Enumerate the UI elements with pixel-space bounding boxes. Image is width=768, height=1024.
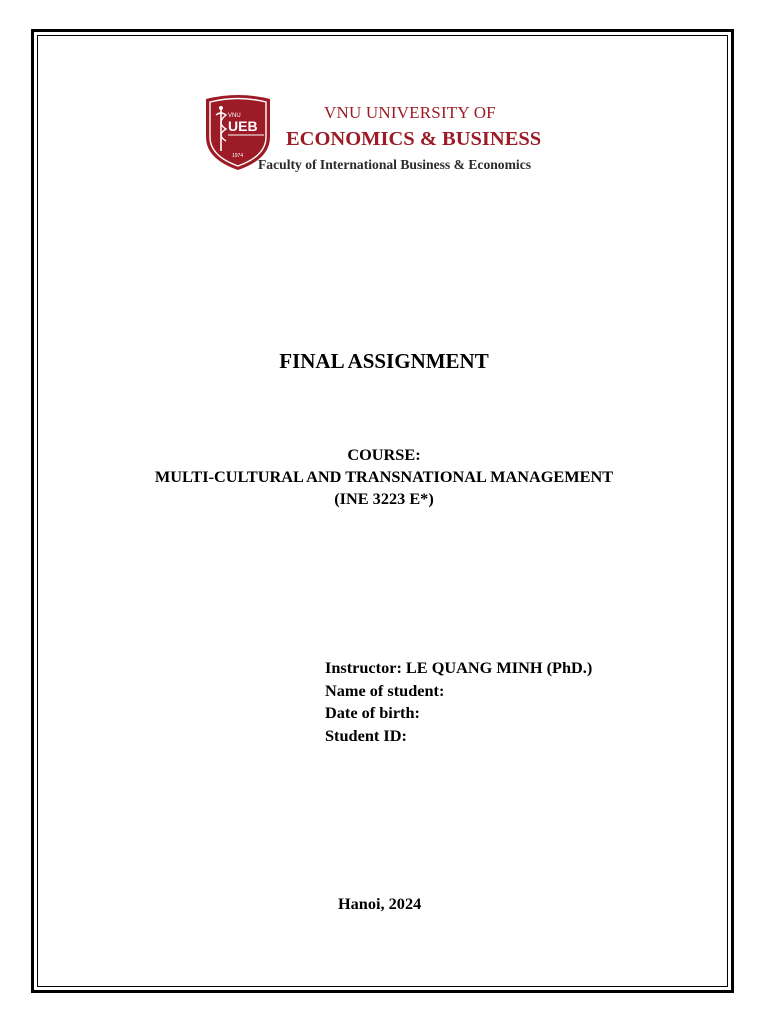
instructor-line: Instructor: LE QUANG MINH (PhD.) bbox=[325, 658, 593, 677]
course-code: (INE 3223 E*) bbox=[334, 489, 434, 508]
student-id-line: Student ID: bbox=[325, 725, 407, 745]
university-name-line1: VNU UNIVERSITY OF bbox=[324, 103, 496, 122]
page-border-inner bbox=[37, 35, 728, 987]
place-and-date: Hanoi, 2024 bbox=[338, 894, 422, 913]
faculty-name: Faculty of International Business & Economics bbox=[258, 157, 532, 172]
seal-small-text: VNU bbox=[228, 113, 241, 119]
document-title: FINAL ASSIGNMENT bbox=[279, 349, 489, 373]
seal-ueb-text: UEB bbox=[228, 118, 258, 134]
course-label: COURSE: bbox=[347, 445, 421, 464]
course-name: MULTI-CULTURAL AND TRANSNATIONAL MANAGEMENT bbox=[154, 467, 614, 486]
university-logo-block bbox=[204, 93, 584, 175]
date-of-birth-line: Date of birth: bbox=[325, 703, 420, 722]
course-block bbox=[0, 444, 768, 510]
student-info-block bbox=[325, 657, 592, 747]
seal-year-text: 1974 bbox=[232, 153, 244, 159]
student-name-line: Name of student: bbox=[325, 680, 445, 700]
university-name-line2: ECONOMICS & BUSINESS bbox=[286, 128, 542, 150]
